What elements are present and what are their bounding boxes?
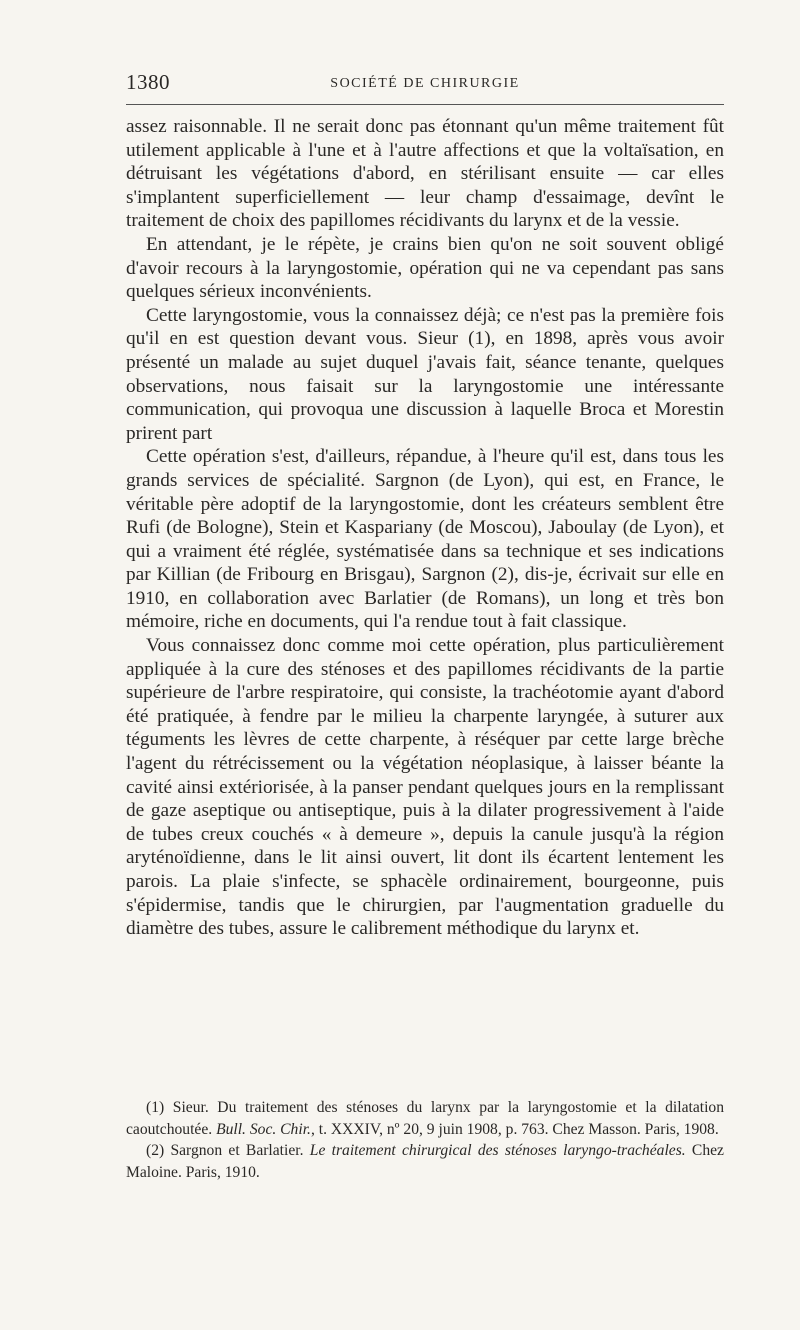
footnote-2-authors: (2) Sargnon et Barlatier.: [146, 1142, 310, 1159]
footnote-2-publisher: Chez Maloine. Paris, 1910.: [126, 1142, 724, 1181]
footnote-2-title: Le traitement chirurgical des sténoses laryngo-trachéales.: [309, 1142, 686, 1159]
body-text: [126, 115, 724, 941]
page-number: 1380: [126, 70, 170, 94]
footnote-1-text: (1) Sieur. Du traitement des sténoses du larynx par la laryngostomie et la dilatation caoutchoutée.: [126, 1099, 724, 1138]
page-header: [126, 70, 724, 100]
running-title: SOCIÉTÉ DE CHIRURGIE: [330, 76, 520, 91]
paragraph: Cette laryngostomie, vous la connaissez déjà; ce n'est pas la première fois qu'il en est question devant vous. Sieur (1), en 1898, après vous avoir présenté un malade au sujet duquel j'avais fait, séance tenante, quelques observations, nous faisait sur la laryngostomie une intéressante communication, qui provoqua une discussion à laquelle Broca et Morestin prirent part: [126, 304, 724, 444]
footnote-1-ref: , t. XXXIV, nº 20, 9 juin 1908, p. 763. Chez Masson. Paris, 1908.: [310, 1120, 719, 1138]
footnote-2: [126, 1140, 724, 1183]
footnotes: [126, 1097, 724, 1183]
paragraph: Vous connaissez donc comme moi cette opération, plus particulièrement appliquée à la cure des sténoses et des papillomes récidivants de la partie supérieure de l'arbre respiratoire, qui consiste, la trachéotomie ayant d'abord été pratiquée, à fendre par le milieu la charpente laryngée, à suturer aux téguments les lèvres de cette charpente, à réséquer par cette large brèche l'agent du rétrécissement ou la végétation néoplasique, à laisser béante la cavité ainsi extériorisée, à la panser pendant quelques jours en la remplissant de gaze aseptique ou antiseptique, puis à la dilater progressivement à l'aide de tubes creux couchés « à demeure », depuis la canule jusqu'à la région aryténoïdienne, dans le lit ainsi ouvert, lit dont ils écartent lentement les parois. La plaie s'infecte, se sphacèle ordinairement, bourgeonne, puis s'épidermise, tandis que le chirurgien, par l'augmentation graduelle du diamètre des tubes, assure le calibrement méthodique du larynx et.: [126, 635, 724, 940]
paragraph: assez raisonnable. Il ne serait donc pas étonnant qu'un même traitement fût utilement applicable à l'une et à l'autre affections et que la voltaïsation, en détruisant les végétations d'abord, en stérilisant ensuite — car elles s'implantent superficiellement — leur champ d'essaimage, devînt le traitement de choix des papillomes récidivants du larynx et de la vessie.: [126, 116, 724, 232]
paragraph: En attendant, je le répète, je crains bien qu'on ne soit souvent obligé d'avoir recours à la laryngostomie, opération qui ne va cependant pas sans quelques sérieux inconvénients.: [126, 233, 724, 303]
paragraph: Cette opération s'est, d'ailleurs, répandue, à l'heure qu'il est, dans tous les grands services de spécialité. Sargnon (de Lyon), qui est, en France, le véritable père adoptif de la laryngostomie, dont les créateurs semblent être Rufi (de Bologne), Stein et Kaspariany (de Moscou), Jaboulay (de Lyon), et qui a vraiment été réglée, systématisée dans sa technique et ses indications par Killian (de Fribourg en Brisgau), Sargnon (2), dis-je, écrivait sur elle en 1910, en collaboration avec Barlatier (de Romans), un long et très bon mémoire, riche en documents, qui l'a rendue tout à fait classique.: [126, 446, 724, 633]
footnote-1: [126, 1097, 724, 1140]
footnote-1-journal: Bull. Soc. Chir.: [216, 1120, 311, 1138]
header-rule: [126, 104, 724, 105]
